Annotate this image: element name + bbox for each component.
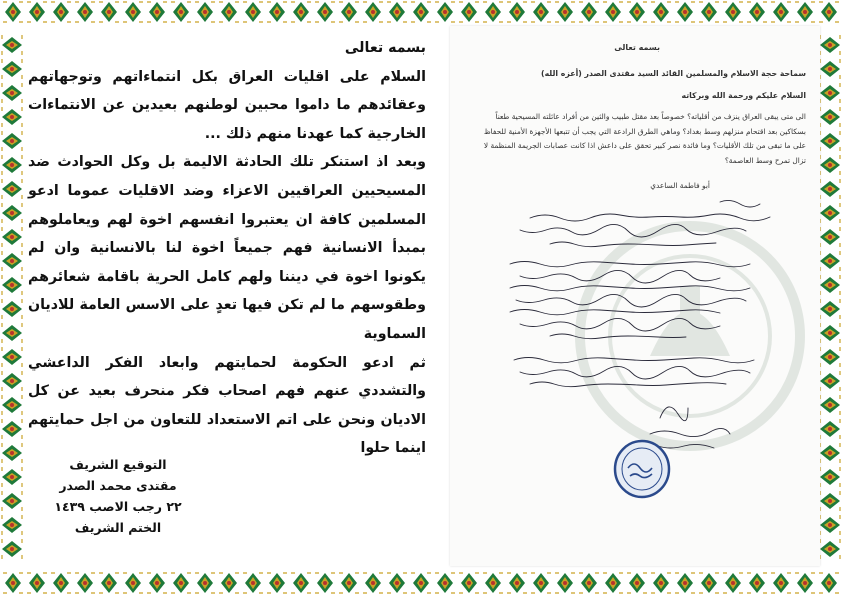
border-ornament-icon <box>289 571 313 595</box>
border-ornament-icon <box>409 571 433 595</box>
border-ornament-icon <box>0 393 24 417</box>
seal-label: الختم الشريف <box>74 520 162 535</box>
border-ornament-icon <box>721 571 745 595</box>
border-ornament-icon <box>217 0 241 24</box>
border-ornament-icon <box>337 0 361 24</box>
letter-greeting: السلام عليكم ورحمة الله وبركاته <box>681 91 806 100</box>
border-ornament-icon <box>169 0 193 24</box>
border-ornament-icon <box>0 369 24 393</box>
border-ornament-icon <box>601 0 625 24</box>
statement-paragraph: وبعد اذ استنكر تلك الحادثة الاليمة بل وكل الحوادث ضد المسيحيين العراقيين الاعزاء وضد الاقليات عموما ادعو المسلمين كافة ان يعتبروا انفسهم اخوة لهم ويعاملوهم بمبدأ الانسانية فهم جميعاً اخوة لنا بالانسانية وان لم يكونوا اخوة في ديننا ولهم كامل الحرية باقامة شعائرهم وطقوسهم ما لم تكن فيها تعدٍ على الاسس العامة للاديان السماوية <box>28 154 426 342</box>
border-ornament-icon <box>818 345 842 369</box>
border-ornament-icon <box>121 571 145 595</box>
border-ornament-icon <box>818 105 842 129</box>
border-ornament-icon <box>721 0 745 24</box>
border-ornament-icon <box>818 201 842 225</box>
border-ornament-icon <box>0 297 24 321</box>
border-ornament-icon <box>25 571 49 595</box>
border-ornament-icon <box>481 0 505 24</box>
border-ornament-icon <box>289 0 313 24</box>
border-ornament-icon <box>529 0 553 24</box>
border-ornament-icon <box>673 571 697 595</box>
border-ornament-icon <box>193 0 217 24</box>
border-ornament-icon <box>818 489 842 513</box>
border-ornament-icon <box>0 57 24 81</box>
border-ornament-icon <box>601 571 625 595</box>
border-ornament-icon <box>0 177 24 201</box>
border-ornament-icon <box>0 273 24 297</box>
border-ornament-icon <box>241 571 265 595</box>
stamp-icon <box>612 438 672 500</box>
border-ornament-icon <box>49 0 73 24</box>
border-ornament-icon <box>818 297 842 321</box>
border-ornament-icon <box>818 321 842 345</box>
border-ornament-icon <box>337 571 361 595</box>
border-ornament-icon <box>169 571 193 595</box>
border-ornament-icon <box>193 571 217 595</box>
border-ornament-icon <box>0 345 24 369</box>
border-ornament-icon <box>793 0 817 24</box>
border-ornament-icon <box>0 129 24 153</box>
border-ornament-icon <box>793 571 817 595</box>
border-ornament-icon <box>0 441 24 465</box>
border-ornament-icon <box>0 201 24 225</box>
border-ornament-icon <box>625 571 649 595</box>
border-ornament-icon <box>313 571 337 595</box>
border-ornament-icon <box>769 571 793 595</box>
border-ornament-icon <box>745 571 769 595</box>
border-ornament-icon <box>265 0 289 24</box>
border-ornament-icon <box>818 225 842 249</box>
border-ornament-icon <box>818 369 842 393</box>
signature-block <box>38 454 198 538</box>
border-ornament-icon <box>0 81 24 105</box>
border-ornament-icon <box>0 465 24 489</box>
border-ornament-icon <box>25 0 49 24</box>
border-ornament-icon <box>818 33 842 57</box>
letter-sender: أبو فاطمة الساعدي <box>650 181 710 190</box>
border-ornament-icon <box>481 571 505 595</box>
border-ornament-icon <box>0 33 24 57</box>
border-ornament-icon <box>385 571 409 595</box>
border-ornament-icon <box>818 177 842 201</box>
border-ornament-icon <box>673 0 697 24</box>
border-ornament-icon <box>1 571 25 595</box>
border-ornament-icon <box>0 513 24 537</box>
border-ornament-icon <box>1 0 25 24</box>
border-ornament-icon <box>818 513 842 537</box>
border-ornament-icon <box>818 417 842 441</box>
border-ornament-icon <box>457 0 481 24</box>
border-ornament-icon <box>553 0 577 24</box>
border-ornament-icon <box>818 153 842 177</box>
border-ornament-icon <box>697 0 721 24</box>
border-ornament-icon <box>433 0 457 24</box>
border-ornament-icon <box>313 0 337 24</box>
signature-date: ٢٢ رجب الاصب ١٤٣٩ <box>54 499 182 514</box>
border-ornament-icon <box>818 129 842 153</box>
letter-addressee: سماحة حجة الاسلام والمسلمين القائد السيد مقتدى الصدر (أعزه الله) <box>541 69 806 78</box>
border-ornament-icon <box>217 571 241 595</box>
border-ornament-icon <box>0 249 24 273</box>
letter-title: بسمه تعالى <box>614 43 660 52</box>
border-ornament-icon <box>145 0 169 24</box>
border-ornament-icon <box>385 0 409 24</box>
border-ornament-icon <box>697 571 721 595</box>
border-ornament-icon <box>0 105 24 129</box>
border-ornament-icon <box>49 571 73 595</box>
border-ornament-icon <box>818 465 842 489</box>
statement-text <box>28 34 426 463</box>
border-ornament-icon <box>769 0 793 24</box>
border-ornament-icon <box>818 441 842 465</box>
border-ornament-icon <box>0 321 24 345</box>
border-ornament-icon <box>818 81 842 105</box>
border-ornament-icon <box>73 0 97 24</box>
border-ornament-icon <box>0 225 24 249</box>
border-ornament-icon <box>0 153 24 177</box>
border-ornament-icon <box>0 537 24 561</box>
border-ornament-icon <box>505 571 529 595</box>
border-ornament-icon <box>361 0 385 24</box>
border-ornament-icon <box>73 571 97 595</box>
border-ornament-icon <box>818 393 842 417</box>
border-ornament-icon <box>818 57 842 81</box>
border-ornament-icon <box>818 249 842 273</box>
typed-statement-panel <box>28 26 434 566</box>
border-ornament-icon <box>0 489 24 513</box>
border-ornament-icon <box>145 571 169 595</box>
border-ornament-icon <box>818 273 842 297</box>
border-ornament-icon <box>818 537 842 561</box>
border-ornament-icon <box>817 0 841 24</box>
border-ornament-icon <box>505 0 529 24</box>
signatory-name: مقتدى محمد الصدر <box>59 478 177 493</box>
border-ornament-icon <box>409 0 433 24</box>
letter-body: الى متى يبقى العراق ينزف من أقلياته؟ خصوصاً بعد مقتل طبيب والثين من أفراد عائلته المسيحية طعناً بسكاكين بعد اقتحام منزلهم وسط بغداد؟ وماهي الطرق الرادعة التي يجب أن تتبعها الأجهزة الأمنية للحفاظ على ما تبقى من تلك الأقليات؟ وما فائدة نصر كبير تحقق على داعش اذا كانت عصابات الجريمة المنظمة لا تزال تمرح وسط العاصمة؟ <box>483 112 806 165</box>
border-ornament-icon <box>553 571 577 595</box>
border-ornament-icon <box>97 0 121 24</box>
border-ornament-icon <box>241 0 265 24</box>
border-ornament-icon <box>265 571 289 595</box>
signature-label: التوقيع الشريف <box>69 457 167 472</box>
statement-heading: بسمه تعالى <box>344 40 426 56</box>
border-ornament-icon <box>433 571 457 595</box>
border-ornament-icon <box>577 0 601 24</box>
border-ornament-icon <box>649 571 673 595</box>
border-ornament-icon <box>97 571 121 595</box>
border-ornament-icon <box>0 417 24 441</box>
border-ornament-icon <box>625 0 649 24</box>
scanned-letter <box>450 26 820 566</box>
border-ornament-icon <box>457 571 481 595</box>
border-ornament-icon <box>649 0 673 24</box>
border-ornament-icon <box>361 571 385 595</box>
border-ornament-icon <box>529 571 553 595</box>
border-ornament-icon <box>817 571 841 595</box>
border-ornament-icon <box>577 571 601 595</box>
statement-paragraph: السلام على اقليات العراق بكل انتماءاتهم وتوجهاتهم وعقائدهم ما داموا محبين لوطنهم بعيدين عن الانتماءات الخارجية كما عهدنا منهم ذلك ... <box>28 68 426 142</box>
statement-paragraph: ثم ادعو الحكومة لحمايتهم وابعاد الفكر الداعشي والتشددي عنهم فهم اصحاب فكر منحرف بعيد عن كل الاديان ونحن على اتم الاستعداد للتعاون من اجل حمايتهم اينما حلوا <box>28 354 426 457</box>
border-ornament-icon <box>745 0 769 24</box>
border-ornament-icon <box>121 0 145 24</box>
